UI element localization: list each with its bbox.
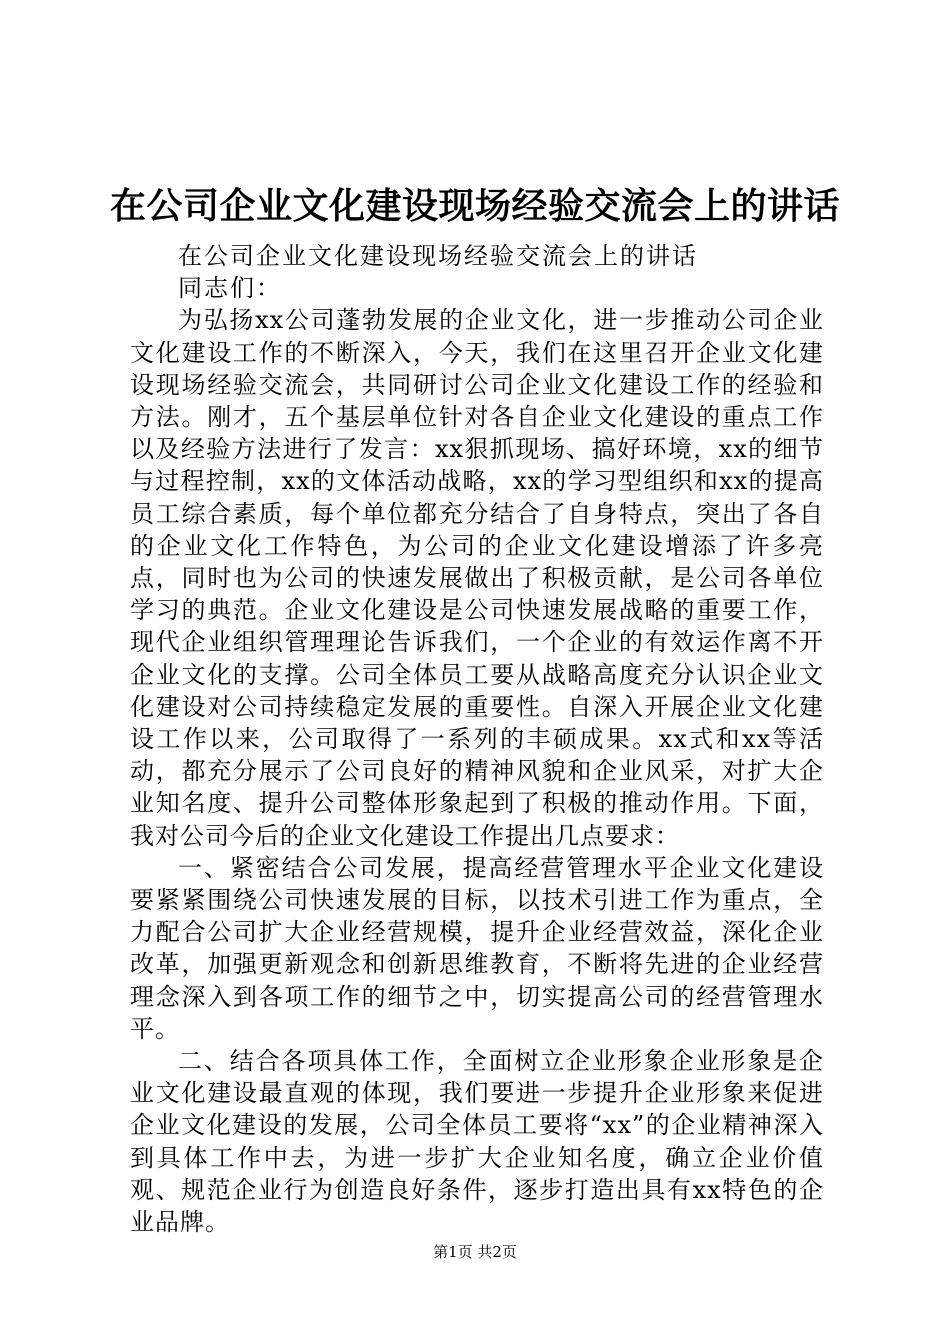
salutation: 同志们： <box>178 274 282 303</box>
paragraph-1: 为弘扬xx公司蓬勃发展的企业文化，进一步推动公司企业文化建设工作的不断深入，今天，我们在这里召开企业文化建设现场经验交流会，共同研讨公司企业文化建设工作的经验和方法。刚才，五个基层单位针对各自企业文化建设的重点工作以及经验方法进行了发言：xx狠抓现场、搞好环境，xx的细节与过程控制，xx的文体活动战略，xx的学习型组织和xx的提高员工综合素质，每个单位都充分结合了自身特点，突出了各自的企业文化工作特色，为公司的企业文化建设增添了许多亮点，同时也为公司的快速发展做出了积极贡献，是公司各单位学习的典范。企业文化建设是公司快速发展战略的重要工作，现代企业组织管理理论告诉我们，一个企业的有效运作离不开企业文化的支撑。公司全体员工要从战略高度充分认识企业文化建设对公司持续稳定发展的重要性。自深入开展企业文化建设工作以来，公司取得了一系列的丰硕成果。xx式和xx等活动，都充分展示了公司良好的精神风貌和企业风采，对扩大企业知名度、提升公司整体形象起到了积极的推动作用。下面，我对公司今后的企业文化建设工作提出几点要求： <box>130 306 824 850</box>
document-body <box>130 240 824 1238</box>
document-title: 在公司企业文化建设现场经验交流会上的讲话 <box>109 186 840 227</box>
paragraph-3: 二、结合各项具体工作，全面树立企业形象企业形象是企业文化建设最直观的体现，我们要进一步提升企业形象来促进企业文化建设的发展，公司全体员工要将“xx”的企业精神深入到具体工作中去，为进一步扩大企业知名度，确立企业价值观、规范企业行为创造良好条件，逐步打造出具有xx特色的企业品牌。 <box>130 1047 824 1237</box>
page-footer: 第1页 共2页 <box>433 1243 517 1261</box>
paragraph-2: 一、紧密结合公司发展，提高经营管理水平企业文化建设要紧紧围绕公司快速发展的目标，以技术引进工作为重点，全力配合公司扩大企业经营规模，提升企业经营效益，深化企业改革，加强更新观念和创新思维教育，不断将先进的企业经营理念深入到各项工作的细节之中，切实提高公司的经营管理水平。 <box>130 853 824 1043</box>
document-subtitle: 在公司企业文化建设现场经验交流会上的讲话 <box>178 242 698 270</box>
